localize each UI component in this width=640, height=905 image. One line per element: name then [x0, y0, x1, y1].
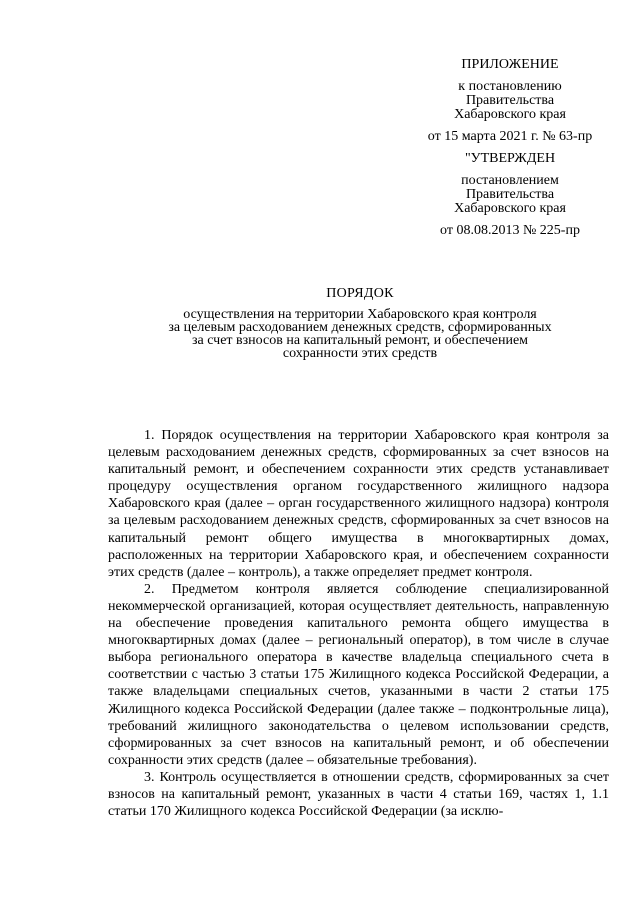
resolution-date-number: от 15 марта 2021 г. № 63-пр: [427, 129, 593, 144]
document-body: [108, 427, 609, 820]
region-label: Хабаровского края: [454, 107, 566, 122]
to-resolution-label: к постановлению: [458, 79, 562, 94]
document-title-block: [140, 287, 580, 360]
title-line: сохранности этих средств: [282, 346, 438, 361]
by-resolution-label: постановлением: [461, 173, 559, 188]
document-title: ПОРЯДОК: [326, 286, 394, 301]
region-label-2: Хабаровского края: [454, 201, 566, 216]
paragraph-1: 1. Порядок осуществления на территории Хабаровского края контроля за целевым расходованием денежных средств, сформированных за счет взносов на капитальный ремонт, и обеспечением сохранности этих средств устанавливает процедуру осуществления органом государственного жилищного надзора Хабаровского края (далее – орган государственного жилищного надзора) контроля за целевым расходованием денежных средств, сформированных за счет взносов на капитальный ремонт общего имущества в многоквартирных домах, расположенных на территории Хабаровского края, и обеспечением сохранности этих средств (далее – контроль), а также определяет предмет контроля.: [108, 428, 609, 580]
appendix-label: ПРИЛОЖЕНИЕ: [461, 57, 559, 72]
title-line: за целевым расходованием денежных средств, сформированных: [168, 320, 552, 335]
government-label: Правительства: [465, 93, 555, 108]
government-label-2: Правительства: [465, 187, 555, 202]
title-line: осуществления на территории Хабаровского края контроля: [183, 307, 537, 322]
paragraph-3: 3. Контроль осуществляется в отношении средств, сформированных за счет взносов на капитальный ремонт, указанных в части 4 статьи 169, частях 1, 1.1 статьи 170 Жилищного кодекса Российской Федерации (за исклю-: [108, 769, 609, 820]
title-line: за счет взносов на капитальный ремонт, и обеспечением: [191, 333, 529, 348]
paragraph-2: 2. Предметом контроля является соблюдение специализированной некоммерческой организацией, которая осуществляет деятельность, направленную на обеспечение проведения капитального ремонта общего имущества в многоквартирных домах (далее – региональный оператор), в том числе в случае выбора регионального оператора в качестве владельца специального счета в соответствии с частью 3 статьи 175 Жилищного кодекса Российской Федерации, а также владельцами специальных счетов, указанными в части 2 статьи 175 Жилищного кодекса Российской Федерации (далее также – подконтрольные лица), требований жилищного законодательства о целевом использовании средств, сформированных за счет взносов на капитальный ремонт, и об обеспечении сохранности этих средств (далее – обязательные требования).: [108, 581, 609, 768]
approval-header: [400, 58, 620, 238]
original-date-number: от 08.08.2013 № 225-пр: [440, 223, 580, 238]
approved-label: "УТВЕРЖДЕН: [464, 151, 556, 166]
